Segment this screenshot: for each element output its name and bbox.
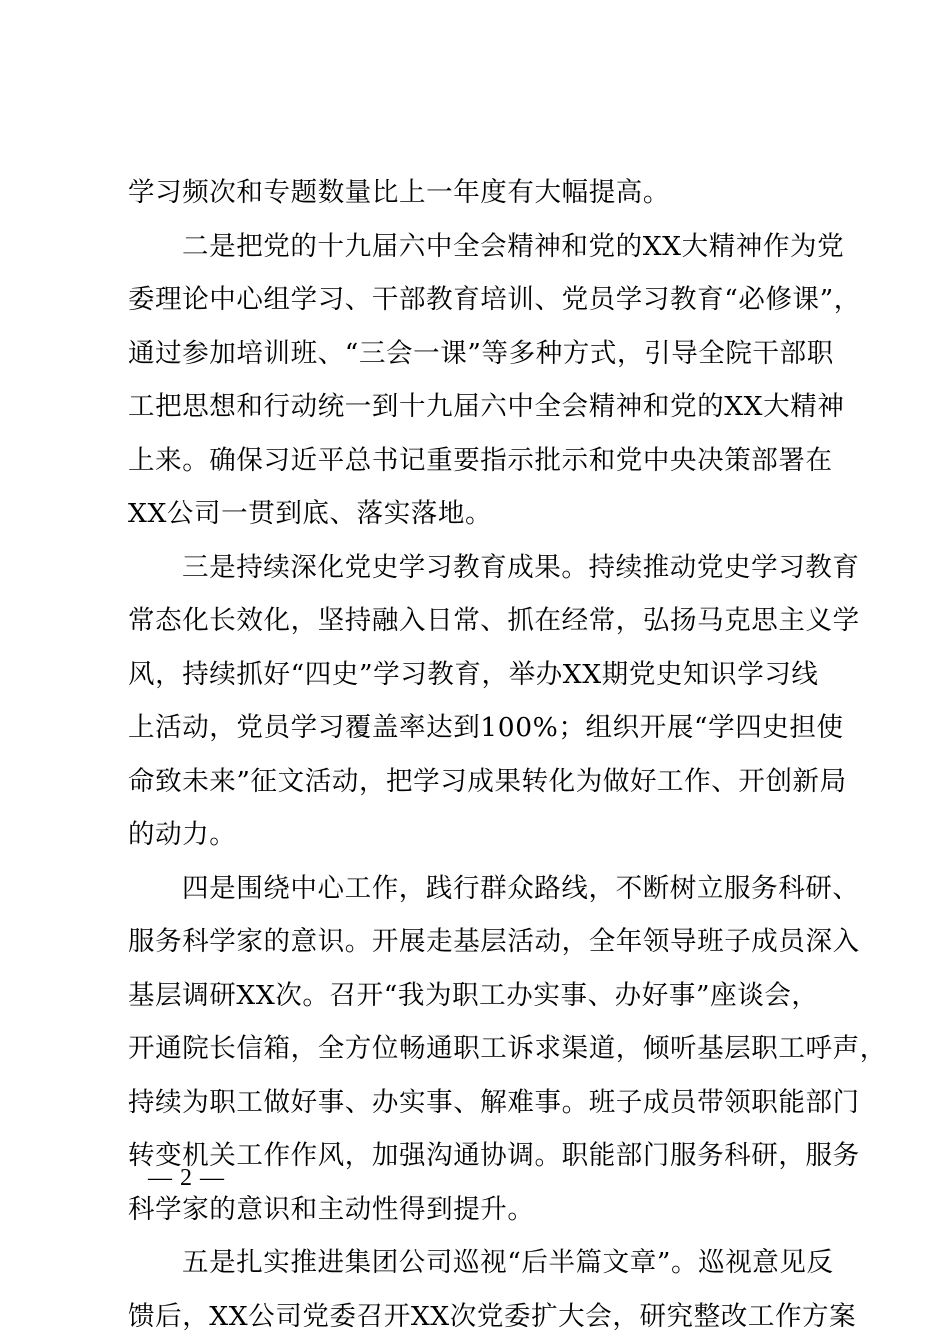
text-line: 服务科学家的意识。开展走基层活动，全年领导班子成员深入: [128, 926, 860, 957]
text-line: 常态化长效化，坚持融入日常、抓在经常，弘扬马克思主义学: [128, 605, 860, 636]
text-line: XX公司一贯到底、落实落地。: [128, 498, 493, 529]
text-line: 上来。确保习近平总书记重要指示批示和党中央决策部署在: [128, 444, 833, 476]
text-line: 基层调研XX次。召开“我为职工办实事、办好事”座谈会，: [128, 979, 819, 1011]
paragraph-1-continuation: [128, 166, 828, 220]
text-line: 学习频次和专题数量比上一年度有大幅提高。: [128, 177, 670, 208]
page-number: — 2 —: [148, 1165, 225, 1191]
text-line: 五是扎实推进集团公司巡视“后半篇文章”。巡视意见反: [182, 1247, 834, 1278]
paragraph-4: [128, 862, 887, 1237]
paragraph-2: [128, 220, 861, 541]
text-line: 通过参加培训班、“三会一课”等多种方式，引导全院干部职: [128, 337, 834, 369]
text-line: 二是把党的十九届六中全会精神和党的XX大精神作为党: [182, 230, 845, 262]
paragraph-5: [128, 1236, 857, 1343]
text-line: 馈后，XX公司党委召开XX次党委扩大会，研究整改工作方案: [128, 1300, 857, 1332]
text-line: 三是持续深化党史学习教育成果。持续推动党史学习教育: [182, 551, 860, 583]
text-line: 科学家的意识和主动性得到提升。: [128, 1193, 535, 1225]
text-line: 命致未来”征文活动，把学习成果转化为做好工作、开创新局: [128, 765, 847, 797]
text-line: 工把思想和行动统一到十九届六中全会精神和党的XX大精神: [128, 391, 845, 422]
text-line: 转变机关工作作风，加强沟通协调。职能部门服务科研，服务: [128, 1140, 860, 1171]
text-line: 委理论中心组学习、干部教育培训、党员学习教育“必修课”，: [128, 284, 861, 315]
text-line: 上活动，党员学习覆盖率达到100%；组织开展“学四史担使: [128, 712, 844, 743]
body-text: [128, 166, 887, 1343]
text-line: 的动力。: [128, 819, 237, 850]
text-line: 四是围绕中心工作，践行群众路线，不断树立服务科研、: [182, 872, 860, 904]
paragraph-3: [128, 541, 860, 862]
text-line: 持续为职工做好事、办实事、解难事。班子成员带领职能部门: [128, 1086, 860, 1118]
text-line: 风，持续抓好“四史”学习教育，举办XX期党史知识学习线: [128, 658, 819, 690]
text-line: 开通院长信箱，全方位畅通职工诉求渠道，倾听基层职工呼声，: [128, 1033, 887, 1064]
